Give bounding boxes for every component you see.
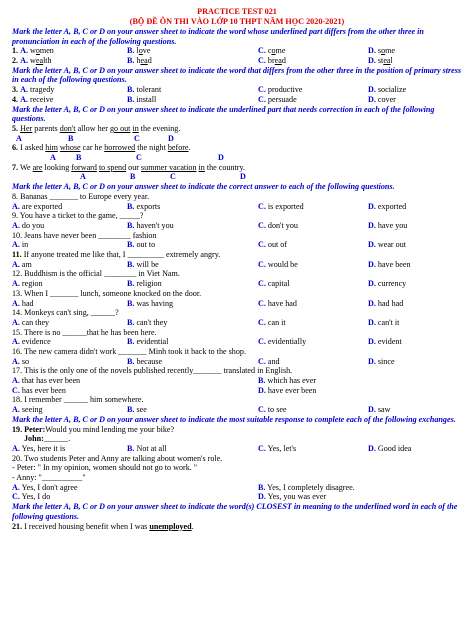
q13-option-b[interactable]: was having bbox=[136, 298, 174, 308]
q10-options: A. in B. out to C. out of D. wear out bbox=[12, 240, 406, 250]
q13-option-d[interactable]: had had bbox=[377, 298, 404, 308]
q20-anny-line: - Anny: "__________" bbox=[12, 473, 86, 483]
instruction-correction: Mark the letter A, B, C or D on your answer sheet to indicate the underlined part that needs correction in each of the following questions. bbox=[12, 104, 435, 124]
q14-option-a[interactable]: can they bbox=[21, 317, 50, 327]
q16-option-c[interactable]: and bbox=[267, 356, 280, 366]
q8-option-c[interactable]: is exported bbox=[267, 201, 304, 211]
q20-options-ab: A. Yes, I don't agree B. Yes, I completely disagree. bbox=[12, 482, 355, 492]
question-7: 7. We are looking forward to spend our summer vacation in the country. bbox=[12, 162, 246, 172]
q16-option-b[interactable]: because bbox=[136, 356, 163, 366]
q14-option-b[interactable]: can't they bbox=[136, 317, 168, 327]
q11-option-d[interactable]: have been bbox=[377, 259, 411, 269]
q8-options: A. are exported B. exports C. is exported D. exported bbox=[12, 201, 407, 211]
instruction-closest: Mark the letter A, B, C or D on your answer sheet to indicate the word(s) CLOSEST in meaning to the underlined word in each of the following questions. bbox=[12, 502, 458, 521]
question-2: 2. A. wealth B. head C. bread D. steal bbox=[12, 56, 393, 66]
instruction-exchange: Mark the letter A, B, C or D on your answer sheet to indicate the most suitable response to complete each of the following exchanges. bbox=[12, 414, 456, 424]
q4-option-b[interactable]: install bbox=[136, 94, 157, 104]
q13-options: A. had B. was having C. have had D. had had bbox=[12, 298, 404, 308]
q21-stem: 21. I received housing benefit when I was unemployed. bbox=[12, 521, 194, 531]
q16-options: A. so B. because C. and D. since bbox=[12, 356, 395, 366]
q15-option-c[interactable]: evidentially bbox=[267, 337, 307, 347]
q14-stem: 14. Monkeys can't sing, ______? bbox=[12, 308, 119, 318]
q20-option-d[interactable]: Yes, you was ever bbox=[267, 492, 327, 502]
q6-letter-marks: A B C D bbox=[50, 153, 224, 163]
q20-options-cd: C. Yes, I do D. Yes, you was ever bbox=[12, 492, 327, 502]
instruction-stress: Mark the letter A, B, C or D on your answer sheet to indicate the word that differs from the other three in the position of primary stress in each of the following questions. bbox=[12, 65, 462, 85]
q9-stem: 9. You have a ticket to the game, _____? bbox=[12, 211, 144, 221]
q2-option-a[interactable]: wealth bbox=[30, 56, 52, 66]
q1-option-a[interactable]: women bbox=[30, 46, 54, 56]
question-6: 6. I asked him whose car he borrowed the night before. bbox=[12, 143, 191, 153]
question-4: 4. A. receive B. install C. persuade D. cover bbox=[12, 94, 396, 104]
q10-option-b[interactable]: out to bbox=[136, 240, 156, 250]
q19-option-b[interactable]: Not at all bbox=[136, 443, 167, 453]
q7-part-c[interactable]: to spend bbox=[98, 162, 127, 172]
q16-option-a[interactable]: so bbox=[21, 356, 30, 366]
q18-options: A. seeing B. see C. to see D. saw bbox=[12, 405, 391, 415]
q12-stem: 12. Buddhism is the official ________ in Viet Nam. bbox=[12, 269, 180, 279]
q10-stem: 10. Jeans have never been ________ fashion bbox=[12, 230, 157, 240]
q19-option-c[interactable]: Yes, let's bbox=[267, 443, 297, 453]
q10-option-c[interactable]: out of bbox=[267, 240, 288, 250]
q6-part-b[interactable]: whose bbox=[59, 143, 81, 153]
q19-option-d[interactable]: Good idea bbox=[377, 443, 412, 453]
q3-option-b[interactable]: tolerant bbox=[136, 85, 162, 95]
q12-option-a[interactable]: region bbox=[21, 279, 43, 289]
q17-options-ab: A. that has ever been B. which has ever bbox=[12, 376, 317, 386]
q21-underlined-word: unemployed bbox=[149, 521, 192, 531]
q5-part-a[interactable]: Her bbox=[20, 123, 33, 133]
q4-option-c[interactable]: persuade bbox=[267, 94, 297, 104]
page-title: PRACTICE TEST 021 bbox=[197, 7, 277, 16]
q9-option-d[interactable]: have you bbox=[377, 220, 408, 230]
q14-option-d[interactable]: can't it bbox=[377, 317, 400, 327]
q11-option-b[interactable]: will be bbox=[136, 259, 159, 269]
q1-option-d[interactable]: some bbox=[377, 46, 395, 56]
q11-options: A. am B. will be C. would be D. have been bbox=[12, 259, 411, 269]
q19-options: A. Yes, here it is B. Not at all C. Yes, let's D. Good idea bbox=[12, 443, 412, 453]
q3-option-a[interactable]: tragedy bbox=[30, 85, 55, 95]
q15-option-b[interactable]: evidential bbox=[136, 337, 169, 347]
q6-part-c[interactable]: borrowed bbox=[104, 143, 136, 153]
q10-option-a[interactable]: in bbox=[21, 240, 29, 250]
q12-option-c[interactable]: capital bbox=[267, 279, 290, 289]
q17-options-cd: C. has ever been D. have ever been bbox=[12, 385, 317, 395]
q12-option-b[interactable]: religion bbox=[136, 279, 162, 289]
q12-options: A. region B. religion C. capital D. currency bbox=[12, 279, 407, 289]
q10-option-d[interactable]: wear out bbox=[377, 240, 406, 250]
q7-part-b[interactable]: forward bbox=[71, 162, 97, 172]
q19-reply: John:______. bbox=[24, 434, 71, 444]
q13-option-c[interactable]: have had bbox=[267, 298, 297, 308]
q4-option-d[interactable]: cover bbox=[377, 94, 396, 104]
q19-option-a[interactable]: Yes, here it is bbox=[21, 443, 66, 453]
q17-option-d[interactable]: have ever been bbox=[267, 385, 317, 395]
q11-option-a[interactable]: am bbox=[21, 259, 32, 269]
q3-option-d[interactable]: socialize bbox=[377, 85, 407, 95]
q16-stem: 16. The new camera didn't work _______ Minh took it back to the shop. bbox=[12, 346, 246, 356]
q6-part-d[interactable]: before bbox=[167, 143, 189, 153]
instruction-pronunciation: Mark the letter A, B, C or D on your answer sheet to indicate the word whose underlined part differs from the other three in pronunciation in each of the following questions. bbox=[12, 27, 424, 46]
question-3: 3. A. tragedy B. tolerant C. productive D. socialize bbox=[12, 85, 407, 95]
q9-options: A. do you B. haven't you C. don't you D. have you bbox=[12, 220, 408, 230]
q4-option-a[interactable]: receive bbox=[30, 94, 54, 104]
q13-option-a[interactable]: had bbox=[21, 298, 34, 308]
q3-option-c[interactable]: productive bbox=[267, 85, 303, 95]
q16-option-d[interactable]: since bbox=[377, 356, 395, 366]
page-subtitle: (BỘ ĐỀ ÔN THI VÀO LỚP 10 THPT NĂM HỌC 2020-2021) bbox=[129, 17, 345, 26]
q18-option-b[interactable]: see bbox=[136, 405, 147, 415]
question-5: 5. Her parents don't allow her go out in the evening. bbox=[12, 123, 181, 133]
q5-part-c[interactable]: go out bbox=[109, 123, 131, 133]
q9-option-a[interactable]: do you bbox=[21, 220, 45, 230]
q20-stem: 20. Two students Peter and Anny are talking about women's role. bbox=[12, 453, 223, 463]
q6-part-a[interactable]: him bbox=[45, 143, 58, 153]
q12-option-d[interactable]: currency bbox=[377, 279, 407, 289]
q7-letter-marks: A B C D bbox=[80, 172, 246, 182]
q7-part-d[interactable]: summer vacation bbox=[141, 162, 197, 172]
q17-option-b[interactable]: which has ever bbox=[267, 376, 317, 386]
q5-part-b[interactable]: don't bbox=[59, 123, 76, 133]
q15-options: A. evidence B. evidential C. evidentially D. evident bbox=[12, 337, 402, 347]
instruction-grammar: Mark the letter A, B, C or D on your answer sheet to indicate the correct answer to each of the following questions. bbox=[12, 182, 395, 192]
q15-option-a[interactable]: evidence bbox=[21, 337, 51, 347]
q15-option-d[interactable]: evident bbox=[377, 337, 402, 347]
q15-stem: 15. There is no ______that he has been here. bbox=[12, 327, 157, 337]
q20-option-b[interactable]: Yes, I completely disagree. bbox=[267, 482, 355, 492]
question-1: 1. A. women B. love C. come D. some bbox=[12, 46, 395, 56]
q8-option-b[interactable]: exports bbox=[136, 201, 161, 211]
q1-option-c[interactable]: come bbox=[267, 46, 286, 56]
q11-stem: 11. If anyone treated me like that, I _________ extremely angry. bbox=[12, 250, 221, 260]
q13-stem: 13. When I _______ lunch, someone knocked on the door. bbox=[12, 288, 202, 298]
q18-option-a[interactable]: seeing bbox=[21, 405, 43, 415]
q2-option-b[interactable]: head bbox=[136, 56, 152, 66]
q11-option-c[interactable]: would be bbox=[267, 259, 298, 269]
q17-option-a[interactable]: that has ever been bbox=[21, 376, 81, 386]
q9-option-b[interactable]: haven't you bbox=[136, 220, 174, 230]
q19-stem: 19. Peter:Would you mind lending me your bike? bbox=[12, 424, 175, 434]
q2-option-c[interactable]: bread bbox=[267, 56, 286, 66]
q18-option-d[interactable]: saw bbox=[377, 405, 391, 415]
q9-option-c[interactable]: don't you bbox=[267, 220, 298, 230]
q8-option-a[interactable]: are exported bbox=[21, 201, 63, 211]
q20-option-a[interactable]: Yes, I don't agree bbox=[21, 482, 78, 492]
q20-peter-line: - Peter: " In my opinion, women should not go to work. " bbox=[12, 463, 198, 473]
q17-option-c[interactable]: has ever been bbox=[21, 385, 66, 395]
q18-option-c[interactable]: to see bbox=[267, 405, 287, 415]
q8-stem: 8. Bananas _______ to Europe every year. bbox=[12, 191, 150, 201]
q1-option-b[interactable]: love bbox=[136, 46, 151, 56]
q14-options: A. can they B. can't they C. can it D. can't it bbox=[12, 317, 400, 327]
q20-option-c[interactable]: Yes, I do bbox=[21, 492, 51, 502]
q5-letter-marks: A B C D bbox=[16, 133, 174, 143]
q7-part-a[interactable]: are bbox=[32, 162, 43, 172]
q8-option-d[interactable]: exported bbox=[377, 201, 407, 211]
q17-stem: 17. This is the only one of the novels published recently_______ translated in English. bbox=[12, 366, 293, 376]
q18-stem: 18. I remember ______ him somewhere. bbox=[12, 395, 144, 405]
q14-option-c[interactable]: can it bbox=[267, 317, 286, 327]
q5-part-d[interactable]: in bbox=[132, 123, 139, 133]
q2-option-d[interactable]: steal bbox=[377, 56, 393, 66]
